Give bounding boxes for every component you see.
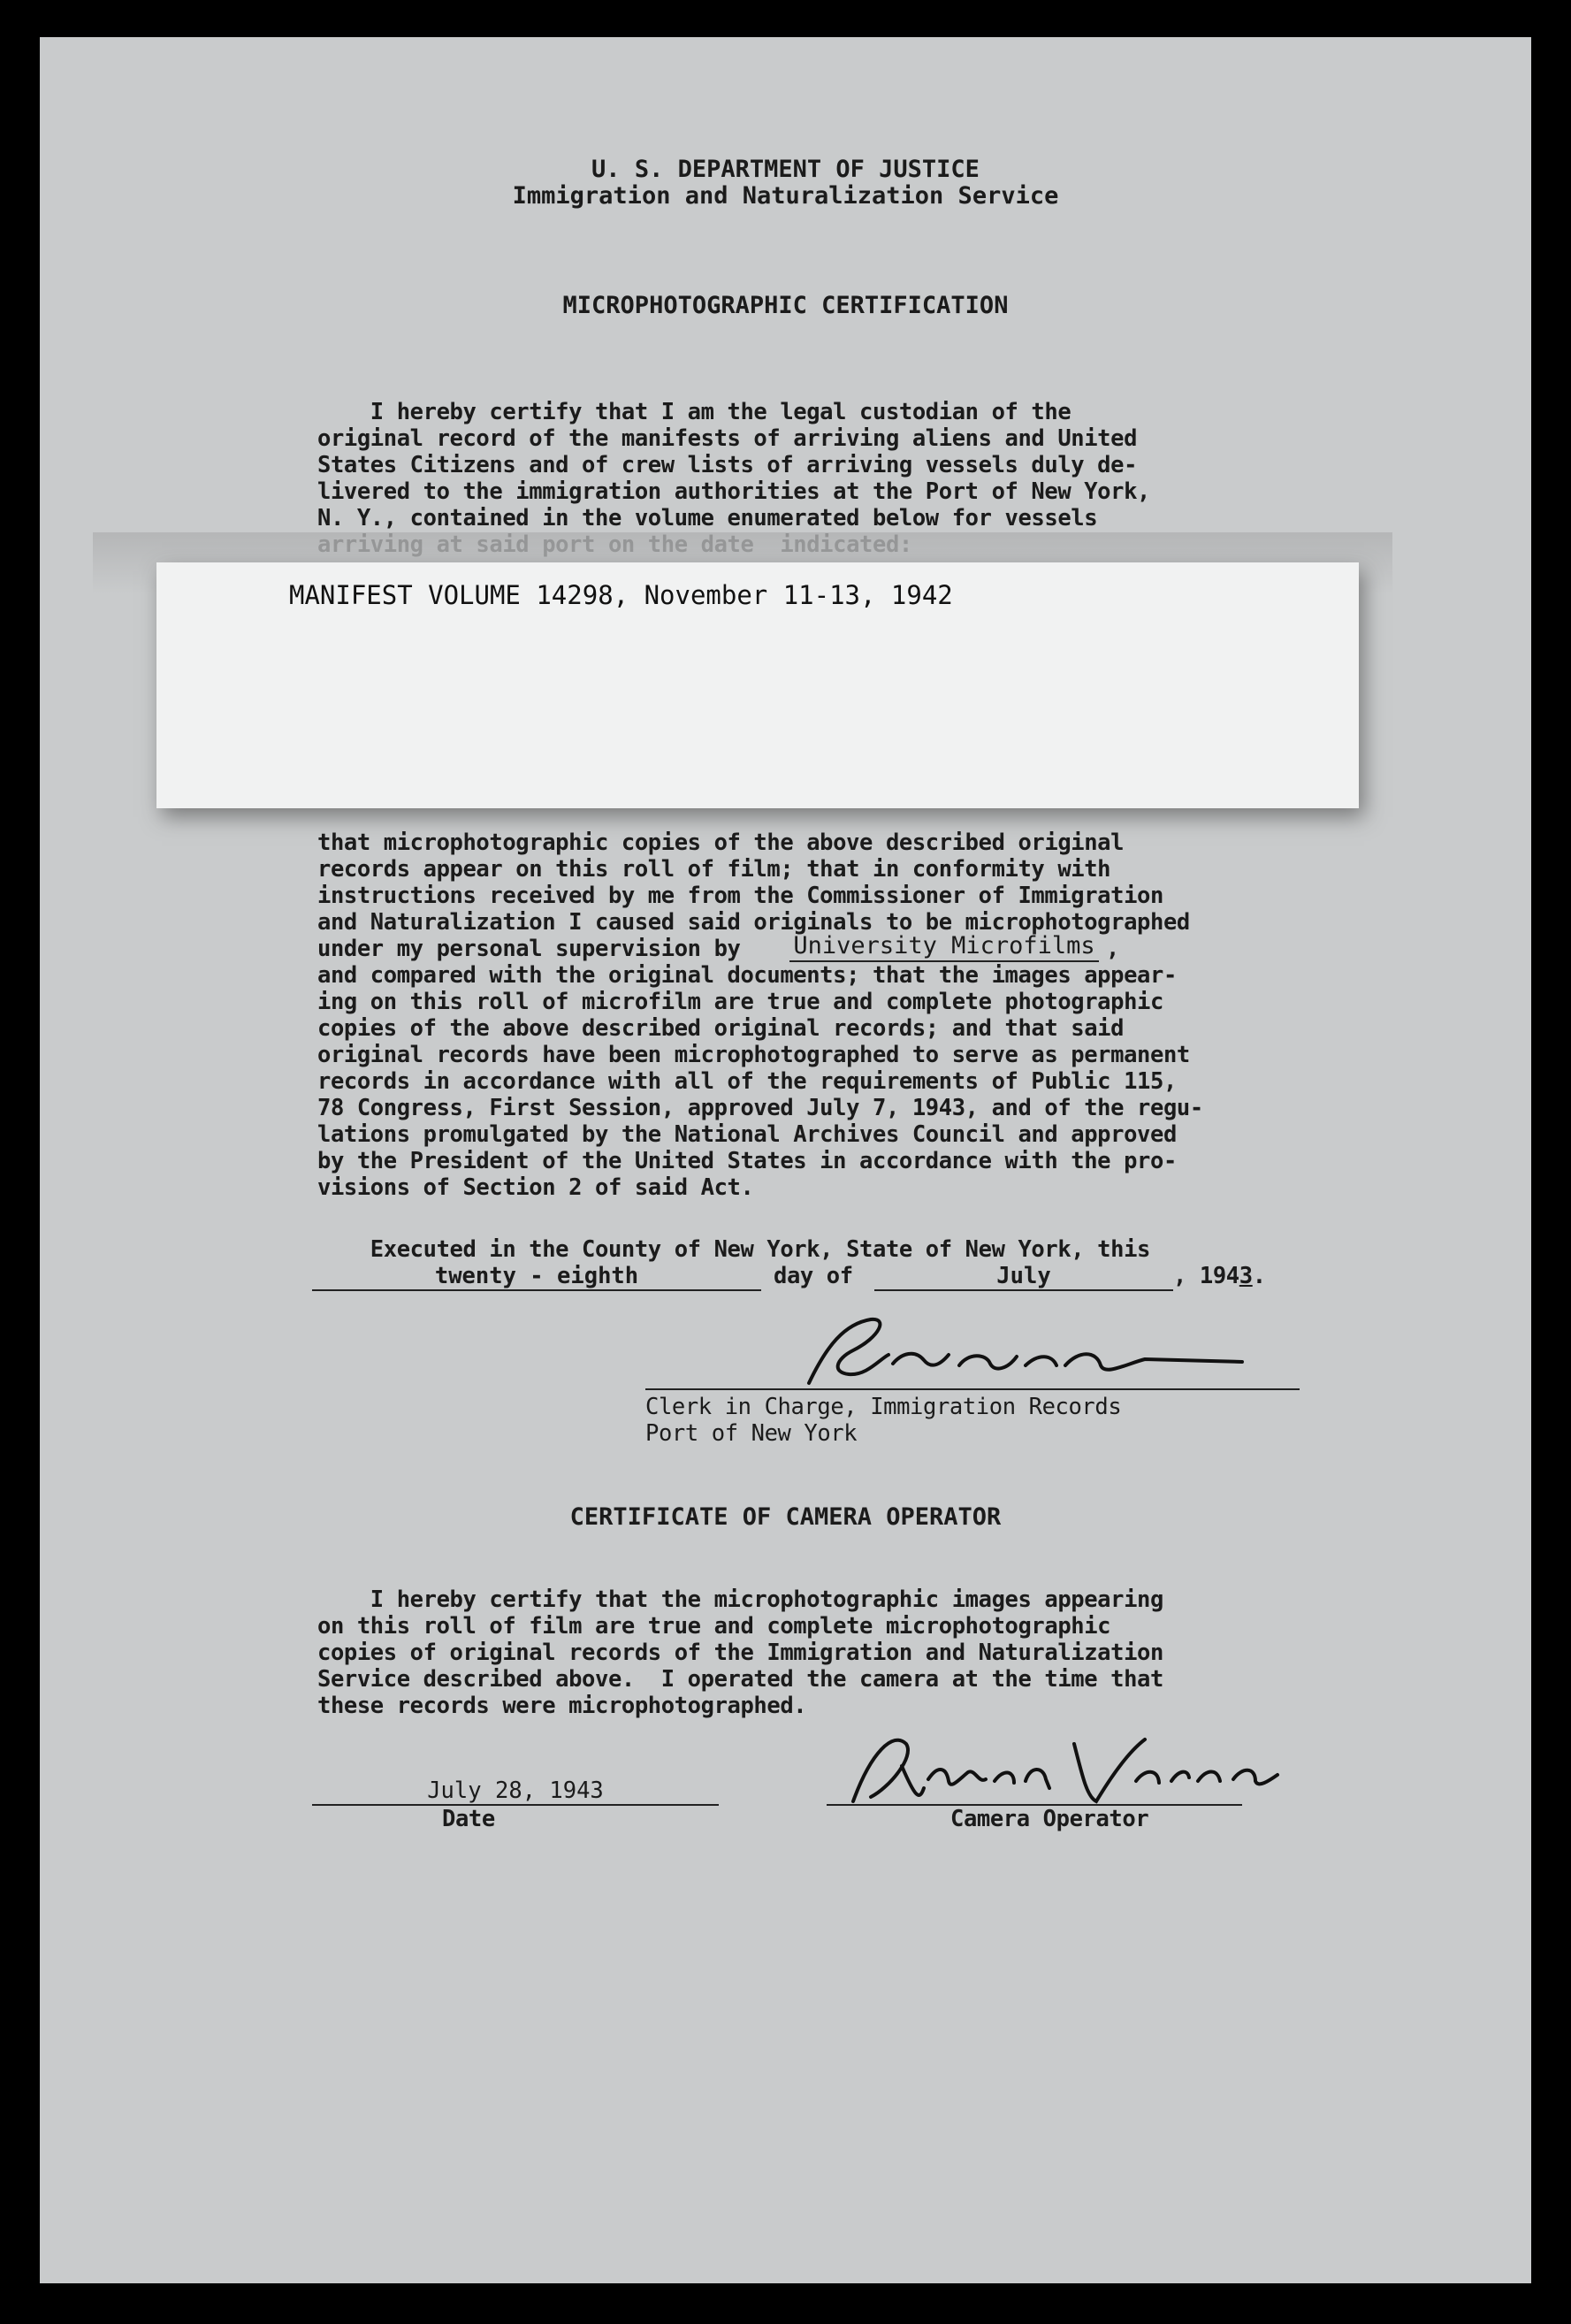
clerk-port: Port of New York: [645, 1420, 858, 1447]
executed-line: Executed in the County of New York, State of New York, this: [317, 1236, 1150, 1263]
document-page: [40, 37, 1531, 2283]
year-end: .: [1252, 1263, 1266, 1289]
para2-line: copies of the above described original records; and that said: [317, 1015, 1125, 1042]
para2-line: and Naturalization I caused said originals to be microphotographed: [317, 909, 1190, 936]
clerk-signature-line: [645, 1388, 1300, 1390]
executed-year: [1173, 1263, 1266, 1289]
clerk-signature: [747, 1311, 1295, 1395]
para2-line: instructions received by me from the Commissioner of Immigration: [317, 883, 1163, 909]
para1-line: States Citizens and of crew lists of arriving vessels duly de-: [317, 452, 1138, 478]
para2-line: that microphotographic copies of the above described original: [317, 829, 1125, 856]
executed-day: twenty - eighth: [434, 1263, 639, 1289]
executed-day-of: day of: [774, 1263, 853, 1289]
para2-line: lations promulgated by the National Archives Council and approved: [317, 1121, 1177, 1148]
year-suffix: 3: [1239, 1263, 1253, 1289]
clerk-title: Clerk in Charge, Immigration Records: [645, 1394, 1122, 1420]
camera-title: CERTIFICATE OF CAMERA OPERATOR: [569, 1503, 1002, 1531]
para2-line: and compared with the original documents; that the images appear-: [317, 962, 1177, 989]
volume-slip: [156, 562, 1359, 808]
para1-line: N. Y., contained in the volume enumerated below for vessels: [317, 505, 1098, 531]
para2-line: original records have been microphotographed to serve as permanent: [317, 1042, 1190, 1068]
executed-month: July: [996, 1263, 1051, 1289]
header-department: U. S. DEPARTMENT OF JUSTICE: [591, 156, 980, 183]
camera-date-underline: [312, 1804, 719, 1806]
para2-line: records appear on this roll of film; that in conformity with: [317, 856, 1111, 883]
para1-line: livered to the immigration authorities at the Port of New York,: [317, 478, 1150, 505]
executed-day-underline: [312, 1289, 761, 1291]
camera-para-line: these records were microphotographed.: [317, 1693, 807, 1719]
camera-para-line: copies of original records of the Immigration and Naturalization: [317, 1640, 1163, 1666]
para1-line: I hereby certify that I am the legal custodian of the: [317, 399, 1071, 425]
para2-line: by the President of the United States in accordance with the pro-: [317, 1148, 1177, 1174]
para1-line: original record of the manifests of arriving aliens and United: [317, 425, 1138, 452]
para2-line: under my personal supervision by: [317, 936, 741, 962]
supervisor-comma: ,: [1106, 936, 1119, 962]
header-service: Immigration and Naturalization Service: [512, 182, 1059, 210]
supervisor-value: University Microfilms: [793, 932, 1095, 959]
camera-para-line: Service described above. I operated the camera at the time that: [317, 1666, 1163, 1693]
para2-line: records in accordance with all of the requirements of Public 115,: [317, 1068, 1177, 1095]
executed-month-underline: [874, 1289, 1173, 1291]
camera-date-label: Date: [442, 1806, 495, 1832]
camera-date-value: July 28, 1943: [427, 1777, 604, 1804]
camera-para-line: on this roll of film are true and complete microphotographic: [317, 1613, 1111, 1640]
camera-operator-label: Camera Operator: [950, 1806, 1149, 1832]
manifest-volume: MANIFEST VOLUME 14298, November 11-13, 1942: [289, 580, 953, 610]
para2-line: 78 Congress, First Session, approved July 7, 1943, and of the regu-: [317, 1095, 1203, 1121]
para2-line: visions of Section 2 of said Act.: [317, 1174, 754, 1201]
document-title: MICROPHOTOGRAPHIC CERTIFICATION: [562, 292, 1009, 319]
year-prefix: , 194: [1173, 1263, 1239, 1289]
operator-signature: [818, 1717, 1313, 1815]
camera-para-line: I hereby certify that the microphotographic images appearing: [317, 1586, 1163, 1613]
para2-line: ing on this roll of microfilm are true and complete photographic: [317, 989, 1163, 1015]
